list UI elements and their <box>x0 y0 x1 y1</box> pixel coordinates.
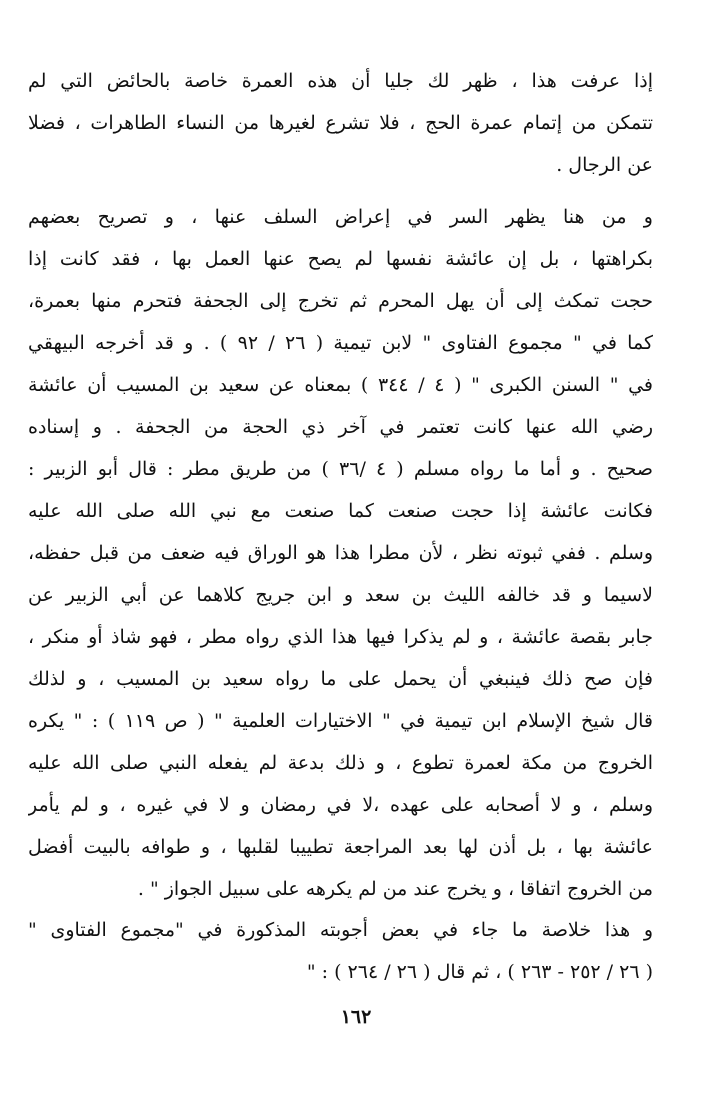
text-line: الخروج من مكة لعمرة تطوع ، و ذلك بدعة لم يفعله النبي صلى الله عليه <box>28 752 653 774</box>
text-line: عائشة بها ، بل أذن لها بعد المراجعة تطييبا لقلبها ، و طوافه بالبيت أفضل <box>28 836 653 858</box>
text-line: من الخروج اتفاقا ، و يخرج عند من لم يكرهه على سبيل الجواز " . <box>137 878 653 900</box>
text-line: كما في " مجموع الفتاوى " لابن تيمية ( ٢٦ / ٩٢ ) . و قد أخرجه البيهقي <box>28 332 653 354</box>
paragraph-3 <box>28 909 653 993</box>
text-line: قال شيخ الإسلام ابن تيمية في " الاختيارات العلمية " ( ص ١١٩ ) : " يكره <box>28 710 653 732</box>
text-line: رضي الله عنها كانت تعتمر في آخر ذي الحجة من الجحفة . و إسناده <box>28 416 653 438</box>
text-line: و من هنا يظهر السر في إعراض السلف عنها ، و تصريح بعضهم <box>28 206 653 228</box>
text-line: إذا عرفت هذا ، ظهر لك جليا أن هذه العمرة خاصة بالحائض التي لم <box>28 70 653 92</box>
text-line: وسلم ، و لا أصحابه على عهده ،لا في رمضان و لا في غيره ، و لم يأمر <box>28 794 653 816</box>
text-line: ( ٢٦ / ٢٥٢ - ٢٦٣ ) ، ثم قال ( ٢٦ / ٢٦٤ ) : " <box>306 961 653 983</box>
paragraph-1 <box>28 60 653 186</box>
text-line: جابر بقصة عائشة ، و لم يذكرا فيها هذا الذي رواه مطر ، فهو شاذ أو منكر ، <box>28 626 653 648</box>
text-line: تتمكن من إتمام عمرة الحج ، فلا تشرع لغيرها من النساء الطاهرات ، فضلا <box>28 112 653 134</box>
text-line: و هذا خلاصة ما جاء في بعض أجوبته المذكورة في "مجموع الفتاوى " <box>28 919 653 941</box>
text-line: حجت تمكث إلى أن يهل المحرم ثم تخرج إلى الجحفة فتحرم منها بعمرة، <box>28 290 653 312</box>
text-line: لاسيما و قد خالفه الليث بن سعد و ابن جريج كلاهما عن أبي الزبير عن <box>28 584 653 606</box>
text-line: صحيح . و أما ما رواه مسلم ( ٤ /٣٦ ) من طريق مطر : قال أبو الزبير : <box>28 458 653 480</box>
text-line: في " السنن الكبرى " ( ٤ / ٣٤٤ ) بمعناه عن سعيد بن المسيب أن عائشة <box>28 374 653 396</box>
text-line: عن الرجال . <box>556 154 653 176</box>
text-line: فكانت عائشة إذا حجت صنعت كما صنعت مع نبي الله صلى الله عليه <box>28 500 653 522</box>
page-number: ١٦٢ <box>340 1006 372 1028</box>
text-line: بكراهتها ، بل إن عائشة نفسها لم يصح عنها العمل بها ، فقد كانت إذا <box>28 248 653 270</box>
text-line: فإن صح ذلك فينبغي أن يحمل على ما رواه سعيد بن المسيب ، و لذلك <box>28 668 653 690</box>
text-line: وسلم . ففي ثبوته نظر ، لأن مطرا هذا هو الوراق فيه ضعف من قبل حفظه، <box>28 542 653 564</box>
paragraph-2 <box>28 196 653 910</box>
